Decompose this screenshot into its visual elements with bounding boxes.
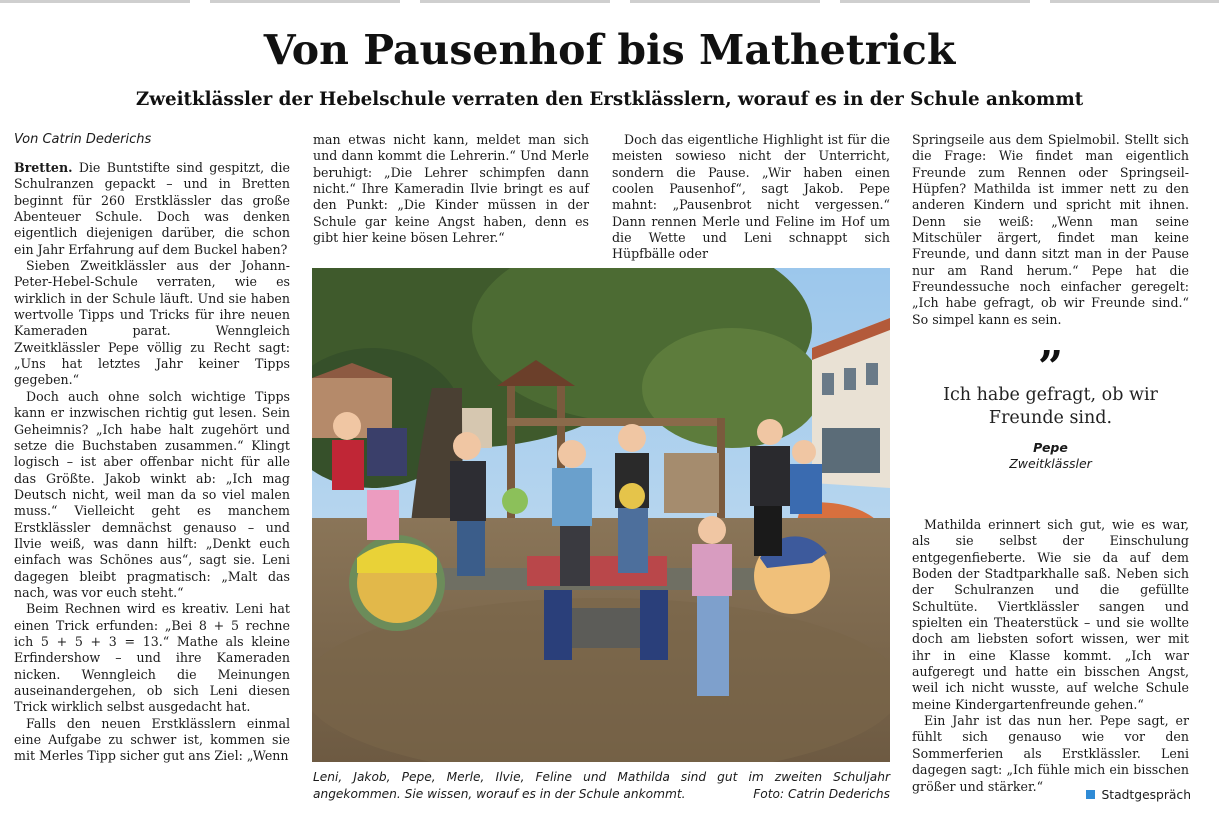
pull-quote-author: Pepe xyxy=(1033,440,1068,455)
source-tag xyxy=(1071,787,1191,803)
source-label: Stadtgespräch xyxy=(1101,788,1191,802)
article-column-3 xyxy=(612,132,890,263)
paragraph: Mathilda erinnert sich gut, wie es war, als sie selbst der Einschulung entgegenfieberte. Wie sie da auf dem Boden der Stadtparkhalle saß. Neben sich der Schulranzen und die gefüllte Schultüte. Viertklässler sangen und spielten ein Theaterstück – und sie wollte doch am liebsten sofort wissen, wer mit ihr in eine Klasse kommt. „Ich war aufgeregt und hatte ein bisschen Angst, weil ich nicht wusste, auf welche Schule meine Kindergartenfreunde gehen.“ xyxy=(912,517,1189,712)
photo-caption xyxy=(313,769,890,802)
byline: Von Catrin Dederichs xyxy=(14,132,152,147)
pull-quote-text: Ich habe gefragt, ob wir Freunde sind. xyxy=(943,385,1158,428)
headline: Von Pausenhof bis Mathetrick xyxy=(263,26,956,74)
article-photo xyxy=(312,268,890,762)
photo-credit: Foto: Catrin Dederichs xyxy=(753,786,890,801)
pull-quote-role: Zweitklässler xyxy=(1009,456,1092,471)
top-rule xyxy=(0,0,1219,3)
pull-quote xyxy=(912,342,1189,472)
subheadline: Zweitklässler der Hebelschule verraten den Erstklässlern, worauf es in der Schule ankommt xyxy=(135,89,1084,110)
paragraph: Falls den neuen Erstklässlern einmal eine Aufgabe zu schwer ist, kommen sie mit Merles Tipp sicher gut ans Ziel: „Wenn xyxy=(14,715,290,764)
article-column-4 xyxy=(912,132,1189,328)
paragraph xyxy=(14,160,290,258)
article-column-1 xyxy=(14,132,290,765)
paragraph: Doch auch ohne solch wichtige Tipps kann er inzwischen richtig gut lesen. Sein Geheimnis? „Ich habe halt zugehört und setze die Buchstaben zusammen.“ Klingt logisch – ist aber offenbar nicht für alle das Größte. Jakob winkt ab: „Ich mag Deutsch nicht, weil man da so viel malen muss.“ Vielleicht geht es manchem Erstklässler demnächst genauso – und Ilvie weiß, was dann hilft: „Denkt euch einfach was Schönes aus“, sagt sie. Leni dagegen bleibt pragmatisch: „Malt das nach, was vor euch steht.“ xyxy=(14,388,290,600)
paragraph: Sieben Zweitklässler aus der Johann-Peter-Hebel-Schule verraten, wie es wirklich in der Schule läuft. Und sie haben wertvolle Tipps und Tricks für ihre neuen Kameraden parat. Wenngleich Zweitklässler Pepe völlig zu Recht sagt: „Uns hat letztes Jahr keiner Tipps gegeben.“ xyxy=(14,258,290,388)
paragraph: Ein Jahr ist das nun her. Pepe sagt, er fühlt sich genauso wie vor den Sommerferien als Erstklässler. Leni dagegen sagt: „Ich fühle mich ein bisschen größer und stärker.“ xyxy=(912,713,1189,794)
paragraph: man etwas nicht kann, meldet man sich und dann kommt die Lehrerin.“ Und Merle beruhigt: „Die Lehrer schimpfen dann nicht.“ Ihre Kameradin Ilvie bringt es auf den Punkt: „Die Kinder müssen in der Schule gar keine Angst haben, denn es gibt hier keine bösen Lehrer.“ xyxy=(313,132,589,246)
playground-photo-icon xyxy=(312,268,890,762)
source-square-icon xyxy=(1086,790,1095,799)
paragraph-text: Die Buntstifte sind gespitzt, die Schulranzen gepackt – und in Bretten beginnt für 260 Erstklässler das große Abenteuer Schule. Doch was denken eigentlich diejenigen darüber, die schon ein Jahr Erfahrung auf dem Buckel haben? xyxy=(14,160,290,257)
paragraph: Doch das eigentliche Highlight ist für die meisten sowieso nicht der Unterricht, sondern die Pause. „Wir haben einen coolen Pausenhof“, sagt Jakob. Pepe mahnt: „Pausenbrot nicht vergessen.“ Dann rennen Merle und Feline im Hof um die Wette und Leni schnappt sich Hüpfbälle oder xyxy=(612,132,890,262)
paragraph: Springseile aus dem Spielmobil. Stellt sich die Frage: Wie findet man eigentlich Freunde zum Rennen oder Springseil-Hüpfen? Mathilda ist immer nett zu den anderen Kindern und spricht mit ihnen. Denn sie weiß: „Wenn man seine Mitschüler ärgert, findet man keine Freunde, und dann sitzt man in der Pause nur am Rand herum.“ Pepe hat die Freundessuche noch einfacher geregelt: „Ich habe gefragt, ob wir Freunde sind.“ So simpel kann es sein. xyxy=(912,132,1189,327)
quote-mark-icon: ” xyxy=(1037,342,1064,393)
article-column-4-continued xyxy=(912,517,1189,795)
paragraph: Beim Rechnen wird es kreativ. Leni hat einen Trick erfunden: „Bei 8 + 5 rechne ich 5 + 5 + 3 = 13.“ Mathe als kleine Erfindershow – und ihre Kameraden nicken. Wenngleich die Meinungen auseinandergehen, ob sich Leni diesen Trick wirklich selbst ausgedacht hat. xyxy=(14,601,290,715)
article-column-2 xyxy=(313,132,589,246)
caption-text: Leni, Jakob, Pepe, Merle, Ilvie, Feline und Mathilda sind gut im zweiten Schuljahr angekommen. Sie wissen, worauf es in der Schule ankommt. xyxy=(313,770,890,801)
dateline: Bretten. xyxy=(14,160,73,175)
